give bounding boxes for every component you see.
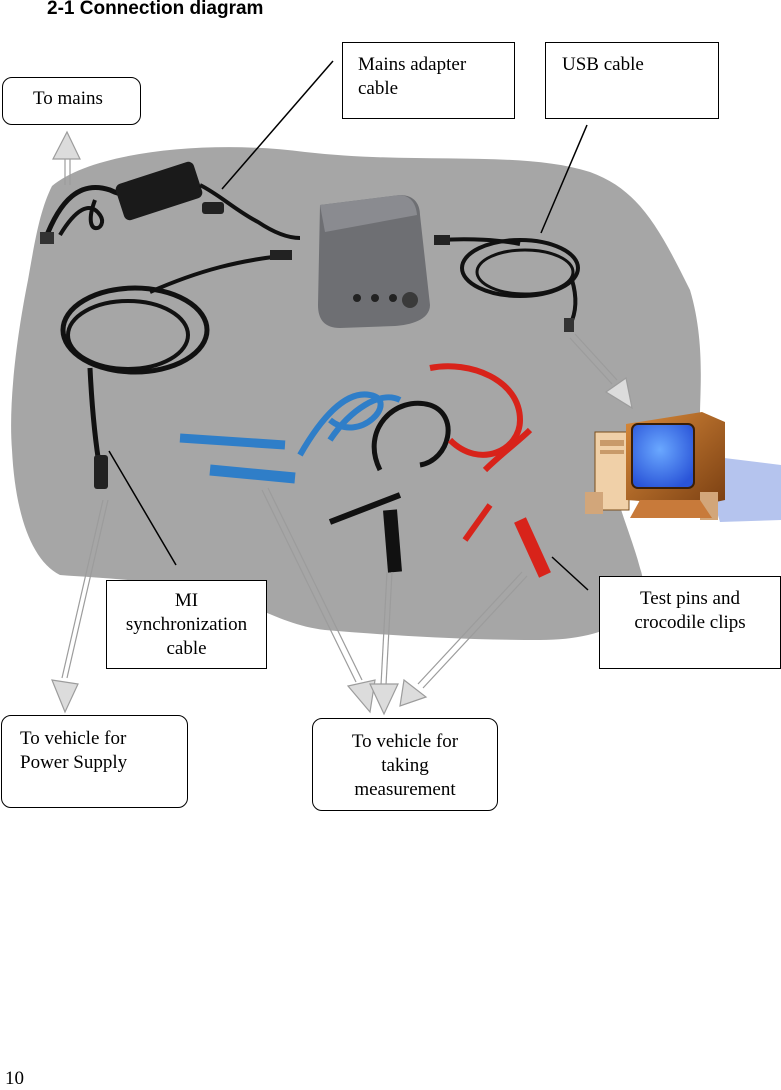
to-vehicle-power-label: To vehicle for Power Supply — [20, 728, 128, 773]
to-vehicle-measurement-label-box — [312, 718, 498, 811]
to-mains-label-box — [2, 77, 141, 125]
mains-adapter-cable-label: Mains adapter cable — [358, 54, 467, 99]
to-mains-label: To mains — [33, 88, 103, 109]
to-vehicle-power-label-box — [1, 715, 188, 808]
mi-sync-cable-label: MI synchronization cable — [125, 590, 248, 659]
page-number: 10 — [5, 1068, 24, 1089]
device-unit — [318, 195, 430, 328]
mi-sync-cable-label-box — [106, 580, 267, 669]
usb-cable-label-box — [545, 42, 719, 119]
test-pins-label: Test pins and crocodile clips — [634, 588, 746, 633]
test-pins-label-box — [599, 576, 781, 669]
to-vehicle-measurement-label: To vehicle for taking measurement — [351, 731, 459, 800]
usb-cable-label: USB cable — [562, 54, 644, 75]
mains-adapter-cable-label-box — [342, 42, 515, 119]
page-heading: 2-1 Connection diagram — [47, 0, 264, 19]
